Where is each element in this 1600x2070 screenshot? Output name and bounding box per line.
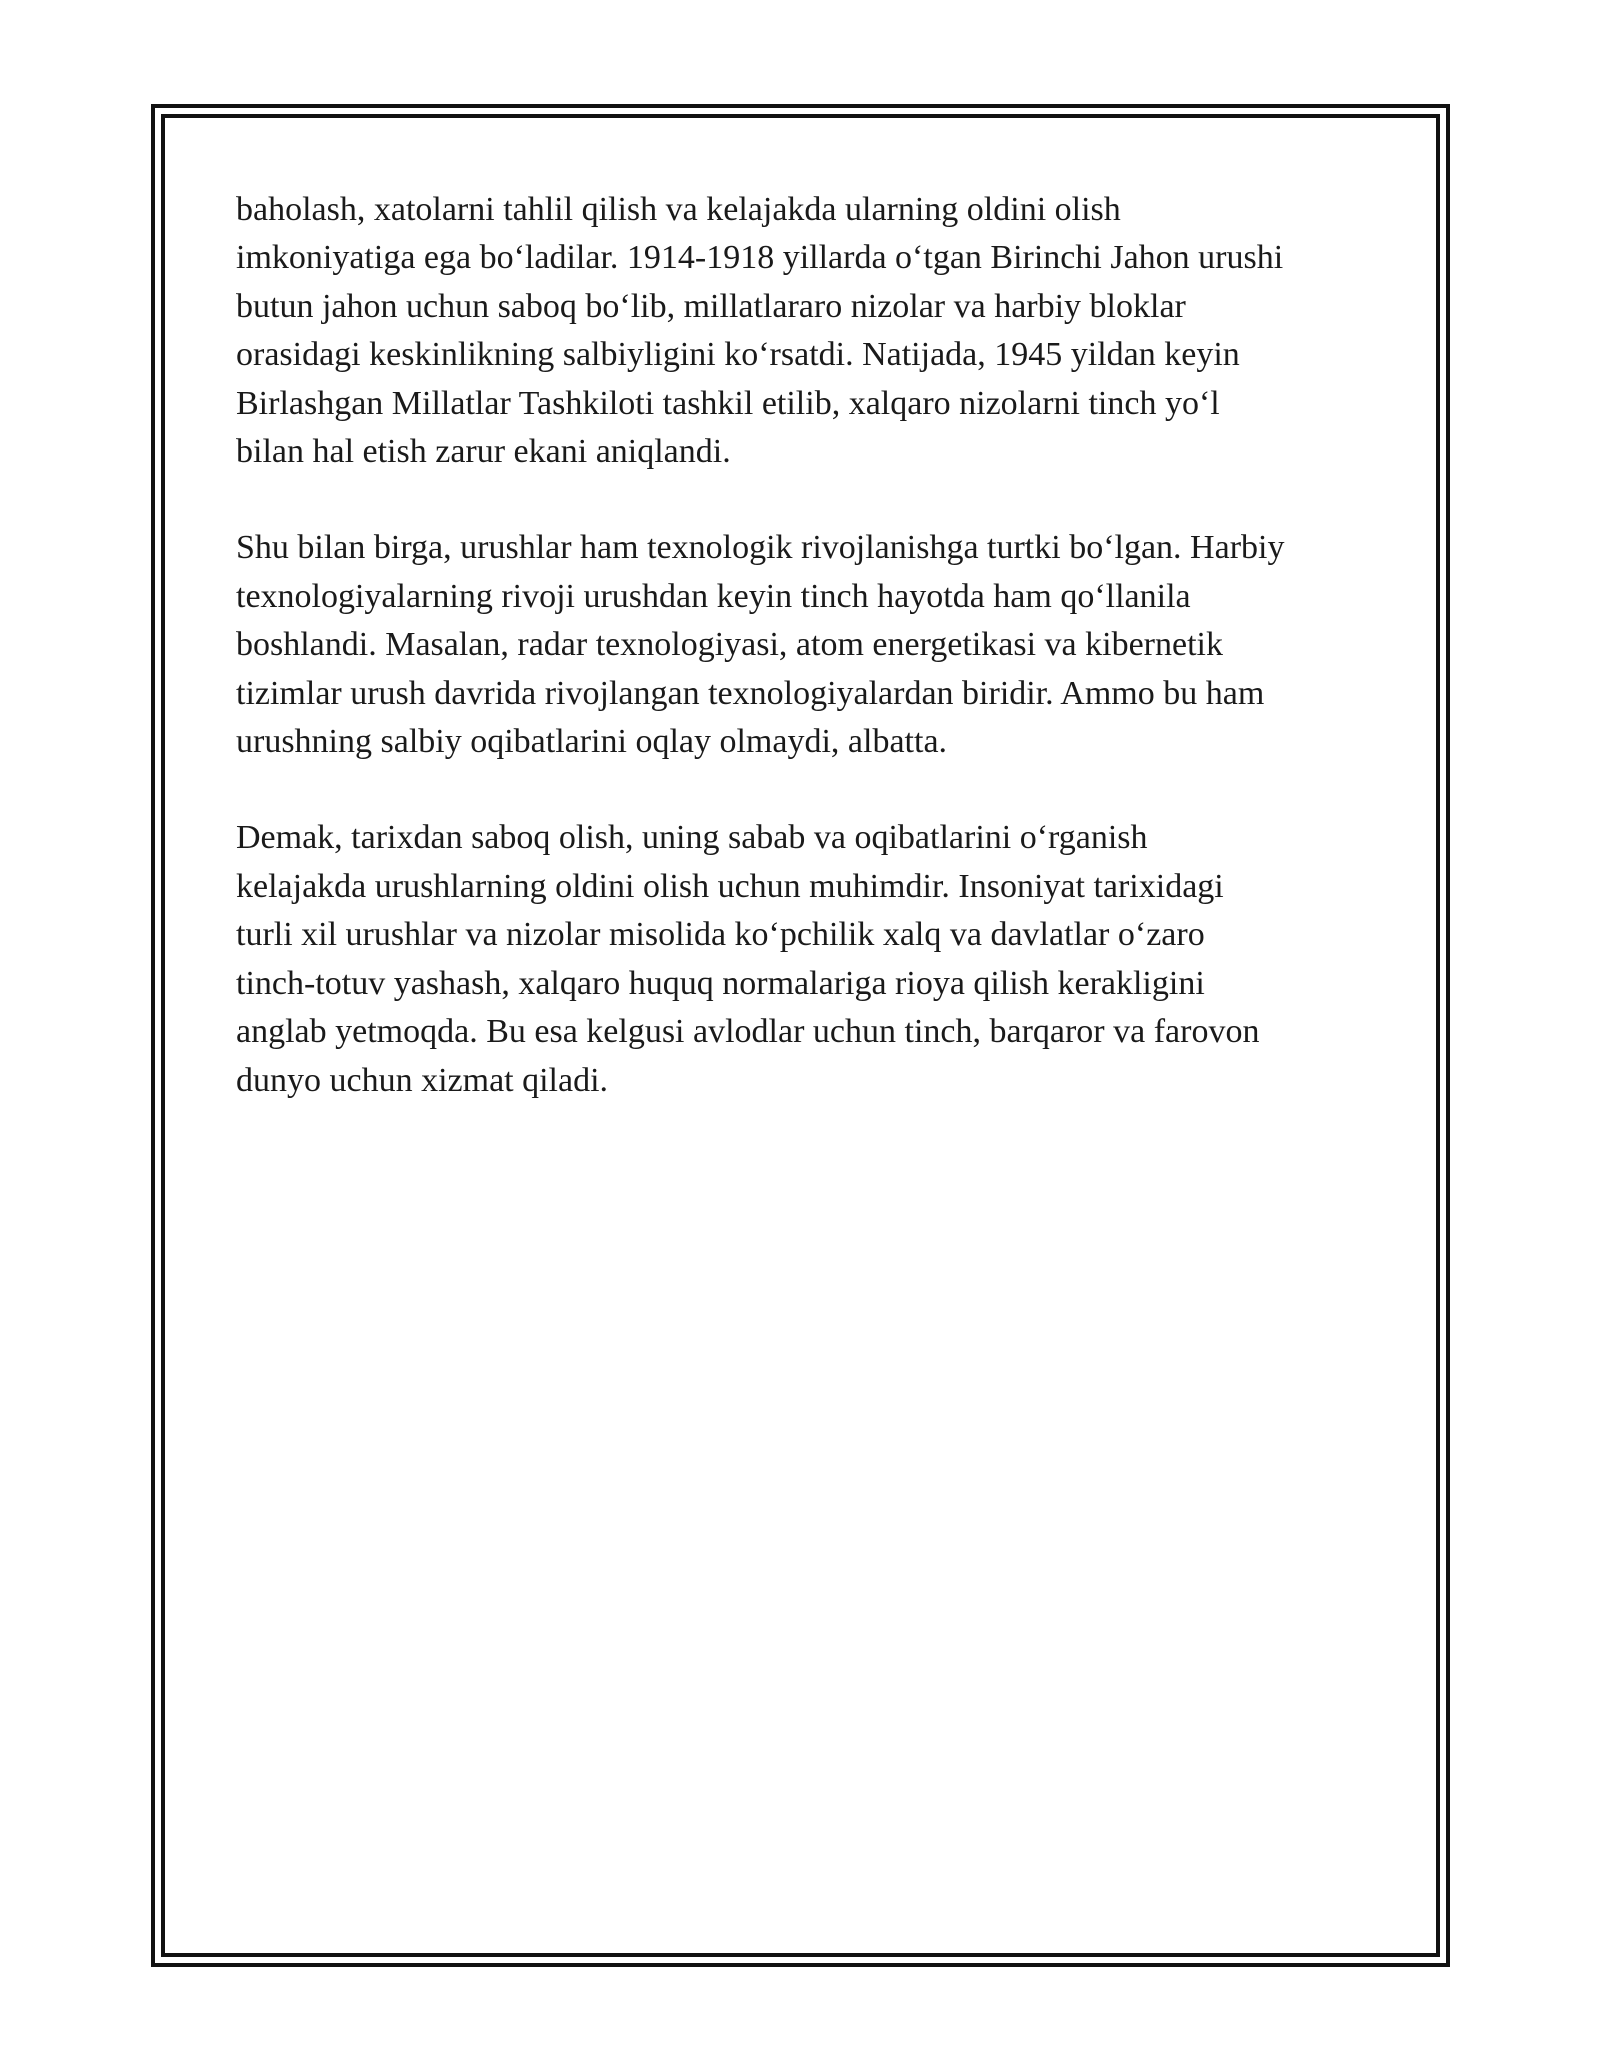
text-line: orasidagi keskinlikning salbiyligini ko‘rsatdi. Natijada, 1945 yildan keyin (236, 336, 1240, 374)
text-line: boshlandi. Masalan, radar texnologiyasi, atom energetikasi va kibernetik (236, 626, 1223, 664)
text-line: anglab yetmoqda. Bu esa kelgusi avlodlar uchun tinch, barqaror va farovon (236, 1013, 1260, 1051)
text-line: imkoniyatiga ega bo‘ladilar. 1914-1918 yillarda o‘tgan Birinchi Jahon urushi (236, 239, 1284, 277)
text-line: tinch-totuv yashash, xalqaro huquq normalariga rioya qilish kerakligini (236, 964, 1205, 1002)
text-line: texnologiyalarning rivoji urushdan keyin tinch hayotda ham qo‘llanila (236, 577, 1191, 615)
text-line: Demak, tarixdan saboq olish, uning sabab va oqibatlarini o‘rganish (236, 819, 1148, 857)
text-line: dunyo uchun xizmat qiladi. (236, 1061, 609, 1099)
paragraph-2 (236, 524, 1386, 766)
text-line: kelajakda urushlarning oldini olish uchun muhimdir. Insoniyat tarixidagi (236, 867, 1224, 905)
text-line: baholash, xatolarni tahlil qilish va kelajakda ularning oldini olish (236, 191, 1121, 228)
text-line: tizimlar urush davrida rivojlangan texnologiyalardan biridir. Ammo bu ham (236, 674, 1265, 712)
text-line: urushning salbiy oqibatlarini oqlay olmaydi, albatta. (236, 723, 948, 761)
paragraph-3 (236, 814, 1386, 1104)
text-line: Birlashgan Millatlar Tashkiloti tashkil etilib, xalqaro nizolarni tinch yo‘l (236, 384, 1220, 422)
text-line: bilan hal etish zarur ekani aniqlandi. (236, 433, 731, 471)
text-line: turli xil urushlar va nizolar misolida ko‘pchilik xalq va davlatlar o‘zaro (236, 916, 1205, 954)
text-line: butun jahon uchun saboq bo‘lib, millatlararo nizolar va harbiy bloklar (236, 287, 1186, 325)
document-body (236, 186, 1386, 1153)
paragraph-1 (236, 186, 1386, 476)
text-line: Shu bilan birga, urushlar ham texnologik rivojlanishga turtki bo‘lgan. Harbiy (236, 529, 1285, 567)
